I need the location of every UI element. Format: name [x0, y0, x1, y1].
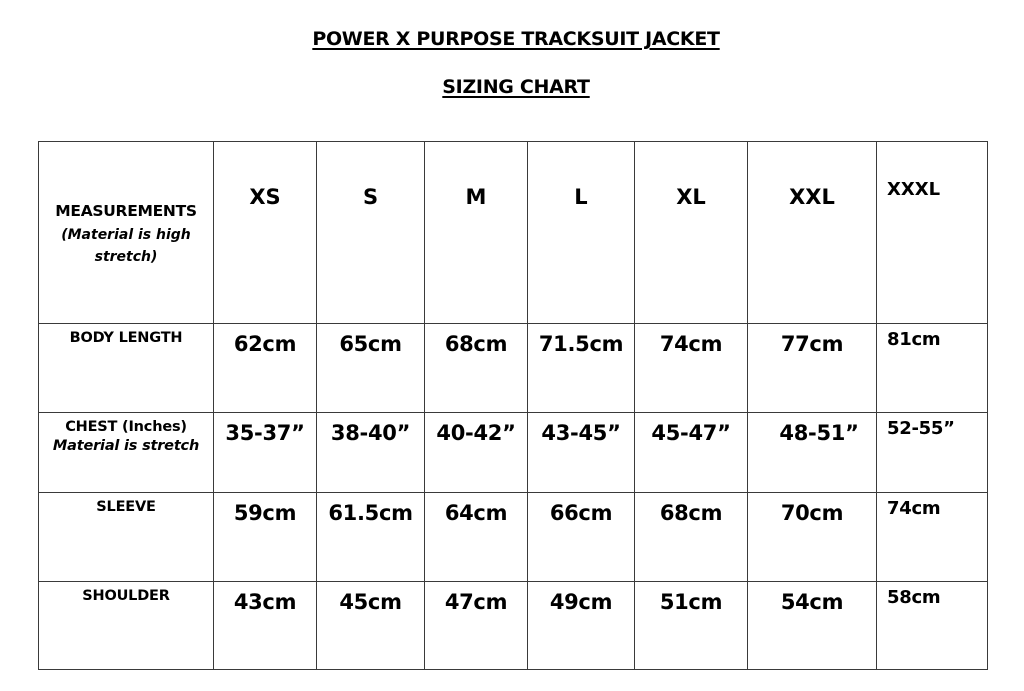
row-label: SHOULDER — [82, 588, 170, 604]
value-cell: 65cm — [317, 324, 425, 413]
size-header-xl: XL — [635, 142, 748, 324]
row-label: BODY LENGTH — [69, 330, 183, 346]
value-cell: 74cm — [635, 324, 748, 413]
row-label-cell — [39, 582, 214, 670]
value-cell: 45-47” — [635, 413, 748, 493]
document-subtitle: SIZING CHART — [442, 76, 590, 98]
value-cell: 71.5cm — [528, 324, 635, 413]
table-row-shoulder — [39, 582, 988, 670]
value-cell: 58cm — [877, 582, 988, 670]
value-cell: 47cm — [425, 582, 528, 670]
value-cell: 52-55” — [877, 413, 988, 493]
value-cell: 68cm — [635, 493, 748, 582]
value-cell: 66cm — [528, 493, 635, 582]
size-header-m: M — [425, 142, 528, 324]
value-cell: 81cm — [877, 324, 988, 413]
row-label-cell — [39, 493, 214, 582]
header-row — [39, 142, 988, 324]
measurements-header-cell — [39, 142, 214, 324]
value-cell: 35-37” — [214, 413, 317, 493]
row-label-cell — [39, 413, 214, 493]
table-row-body-length — [39, 324, 988, 413]
value-cell: 40-42” — [425, 413, 528, 493]
size-header-s: S — [317, 142, 425, 324]
measurements-note: (Material is high stretch) — [61, 227, 191, 265]
value-cell: 54cm — [748, 582, 877, 670]
size-header-xxxl: XXXL — [877, 142, 988, 324]
row-label: CHEST (Inches) — [65, 419, 187, 435]
value-cell: 77cm — [748, 324, 877, 413]
table-row-chest — [39, 413, 988, 493]
table-row-sleeve — [39, 493, 988, 582]
value-cell: 74cm — [877, 493, 988, 582]
value-cell: 64cm — [425, 493, 528, 582]
value-cell: 38-40” — [317, 413, 425, 493]
value-cell: 68cm — [425, 324, 528, 413]
sizing-chart-table — [38, 141, 988, 670]
document-title: POWER X PURPOSE TRACKSUIT JACKET — [312, 28, 720, 50]
value-cell: 70cm — [748, 493, 877, 582]
value-cell: 62cm — [214, 324, 317, 413]
row-label-note: Material is stretch — [52, 438, 200, 454]
value-cell: 48-51” — [748, 413, 877, 493]
size-header-l: L — [528, 142, 635, 324]
measurements-label: MEASUREMENTS — [55, 202, 197, 220]
size-header-xs: XS — [214, 142, 317, 324]
value-cell: 43cm — [214, 582, 317, 670]
size-header-xxl: XXL — [748, 142, 877, 324]
row-label: SLEEVE — [96, 499, 156, 515]
value-cell: 59cm — [214, 493, 317, 582]
row-label-cell — [39, 324, 214, 413]
value-cell: 51cm — [635, 582, 748, 670]
value-cell: 61.5cm — [317, 493, 425, 582]
value-cell: 45cm — [317, 582, 425, 670]
value-cell: 43-45” — [528, 413, 635, 493]
value-cell: 49cm — [528, 582, 635, 670]
